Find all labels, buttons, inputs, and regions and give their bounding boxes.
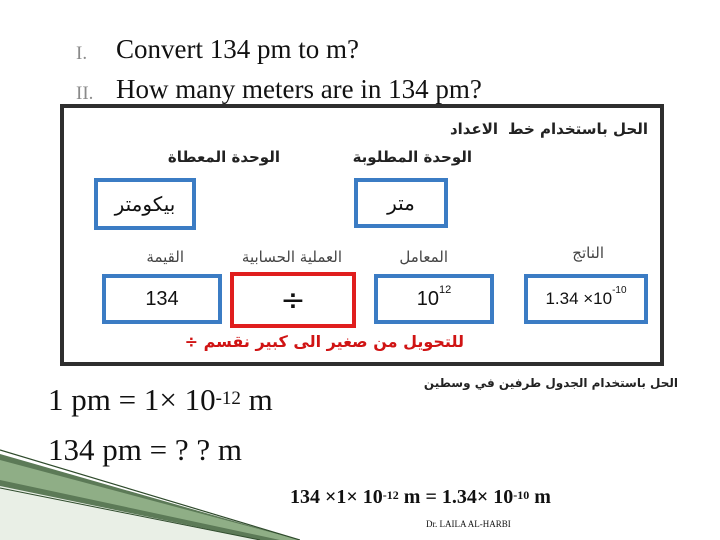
result-line-part1: 134 ×1× 10 xyxy=(290,486,383,508)
label-factor: المعامل xyxy=(399,248,448,266)
result-mantissa: 1.34 ×10 xyxy=(545,289,613,308)
result-line-part2: m = 1.34× 10 xyxy=(398,486,514,508)
equation-1-exponent: -12 xyxy=(215,388,241,409)
required-unit-value: متر xyxy=(387,191,415,215)
label-value: القيمة xyxy=(146,248,184,266)
author-credit: Dr. LAILA AL-HARBI xyxy=(426,519,511,529)
given-unit-value: بيكومتر xyxy=(114,192,176,216)
equation-1-unit: m xyxy=(240,382,273,417)
panel-header-solution: الحل باستخدام خط xyxy=(507,120,648,138)
result-text xyxy=(545,285,627,309)
conversion-panel xyxy=(60,104,664,366)
label-operation: العملية الحسابية xyxy=(241,248,342,266)
label-required-unit: الوحدة المطلوبة xyxy=(352,148,472,166)
operation-symbol: ÷ xyxy=(280,282,306,318)
label-result: الناتج xyxy=(572,244,604,262)
operation-box xyxy=(230,272,356,328)
given-unit-box xyxy=(94,178,196,230)
result-exponent: -10 xyxy=(612,285,627,297)
result-line-exp2: -10 xyxy=(513,488,530,502)
result-line-exp1: -12 xyxy=(382,488,399,502)
value-box xyxy=(102,274,222,324)
required-unit-box xyxy=(354,178,448,228)
label-given-unit: الوحدة المعطاة xyxy=(167,148,280,166)
side-note: الحل باستخدام الجدول طرفين في وسطين xyxy=(423,376,678,390)
question-number: I. xyxy=(76,43,88,64)
value-text: 134 xyxy=(145,287,179,310)
result-line-part3: m xyxy=(529,486,551,508)
factor-base: 10 xyxy=(416,287,439,310)
factor-text xyxy=(416,283,452,311)
equation-1-left: 1 pm = 1× 10 xyxy=(48,382,216,417)
equation-line-2: 134 pm = ? ? m xyxy=(48,432,242,467)
factor-box xyxy=(374,274,494,324)
factor-exponent: 12 xyxy=(439,283,452,296)
result-box xyxy=(524,274,648,324)
conversion-rule-note: للتحويل من صغير الى كبير نقسم ÷ xyxy=(184,332,464,351)
result-line xyxy=(290,486,551,509)
equation-line-1 xyxy=(48,382,273,418)
question-number: II. xyxy=(76,83,94,104)
panel-header-numbers: الاعداد xyxy=(449,120,498,138)
question-text: Convert 134 pm to m? xyxy=(116,34,359,64)
question-text: How many meters are in 134 pm? xyxy=(116,74,482,104)
